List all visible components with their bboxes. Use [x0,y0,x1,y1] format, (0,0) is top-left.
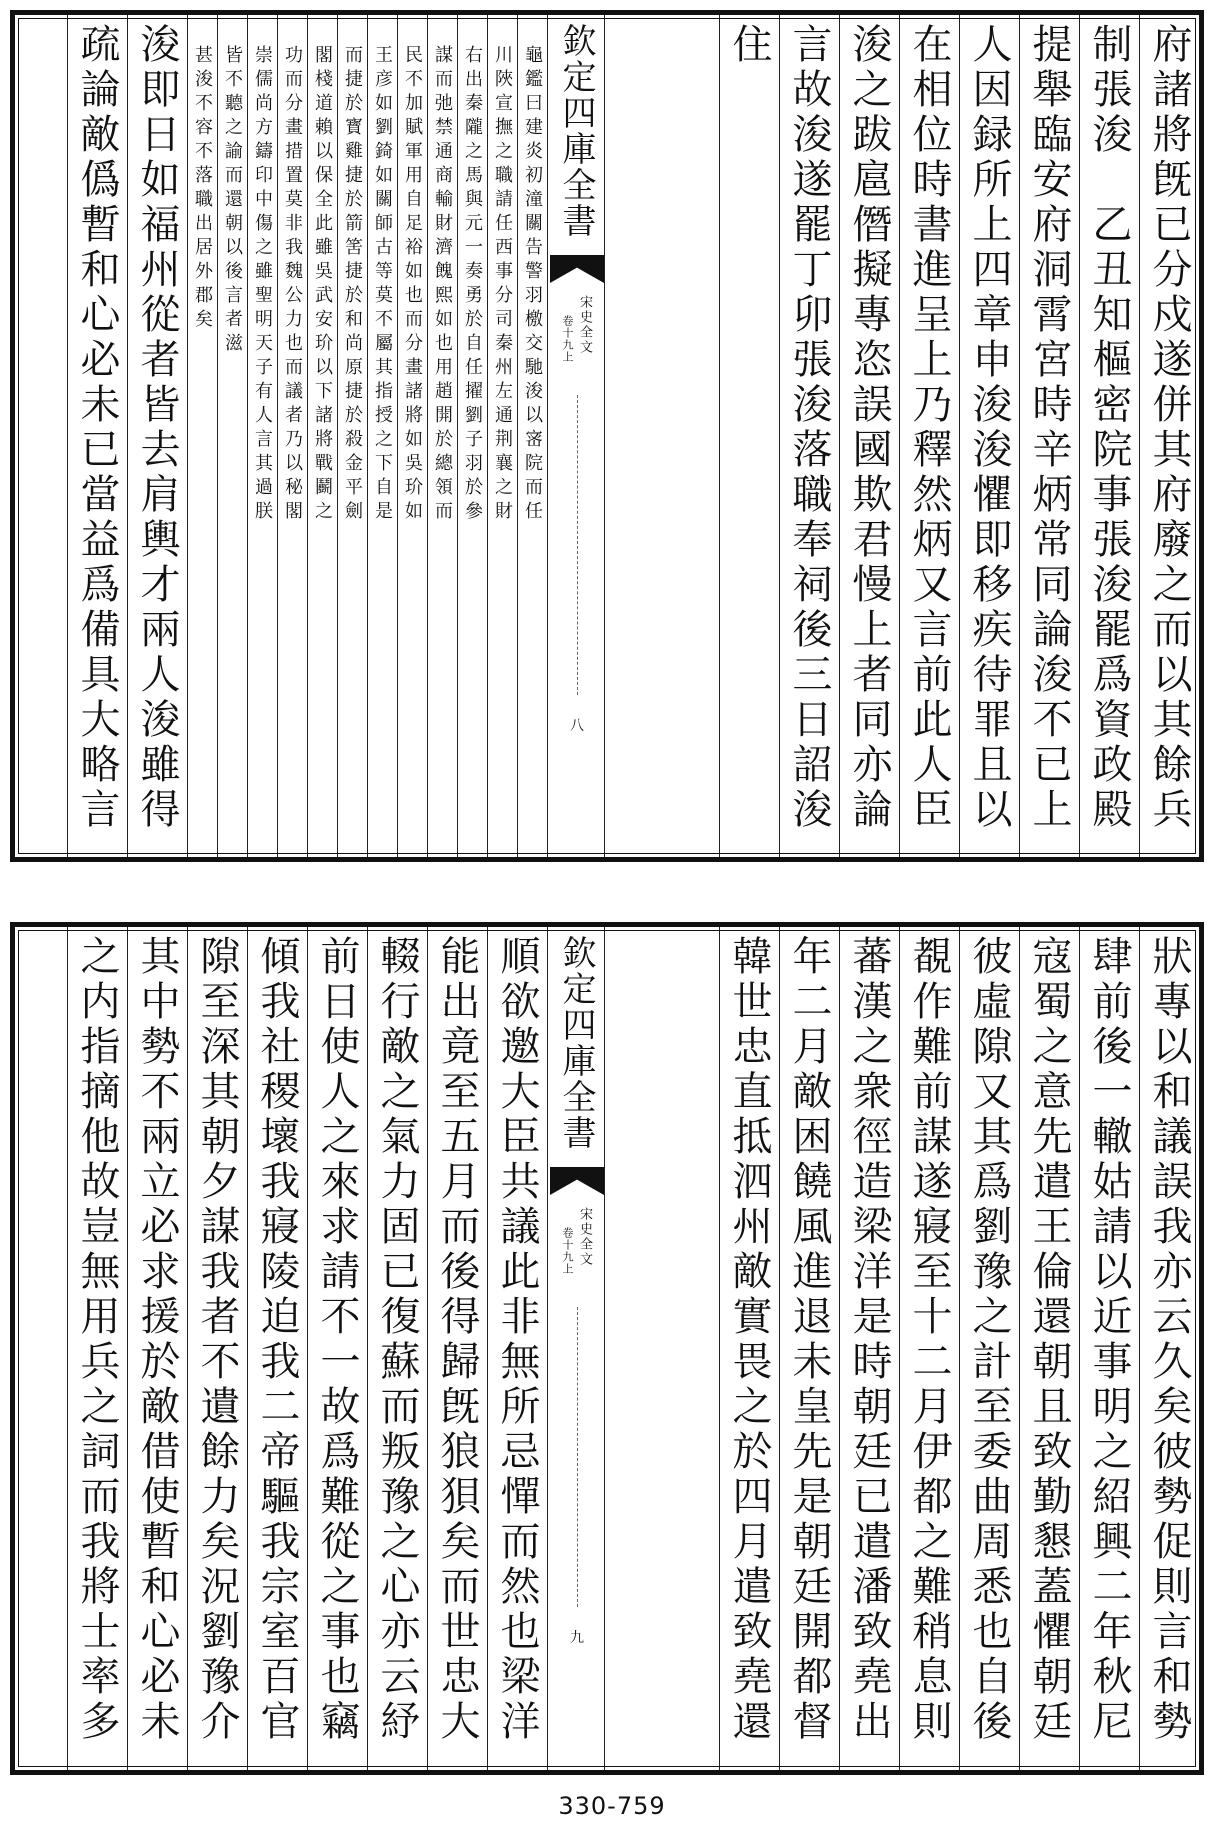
bottom-left-half-page [15,927,547,1770]
top-left-half-page [15,15,547,857]
spine-book-title: 宋史全文 [577,1207,592,1267]
spine-divider [577,395,579,695]
fishtail-mark-icon [550,255,604,283]
text-column: 能出竟至五月而後得歸旣狼狽矣而世忠大 [427,927,487,1770]
text-column: 制張浚 乙丑知樞密院事張浚罷爲資政殿 [1079,15,1139,857]
fishtail-mark-icon [550,1167,604,1195]
text-column: 疏論敵僞暫和心必未已當益爲備具大略言 [67,15,127,857]
spine-collection-title: 欽定四庫全書 [556,23,596,239]
text-column: 府諸將旣已分戍遂併其府廢之而以其餘兵 [1139,15,1199,857]
commentary-column: 右出秦隴之馬與元一奏勇於自任擢劉子羽於參 [457,15,487,857]
page-number: 330-759 [558,1792,666,1820]
text-column: 浚即日如福州從者皆去肩輿才兩人浚雖得 [127,15,187,857]
text-column: 順欲邀大臣共議此非無所忌憚而然也梁洋 [487,927,547,1770]
center-spine [547,927,605,1770]
text-column: 覩作難前謀遂寢至十二月伊都之難稍息則 [899,927,959,1770]
commentary-column: 王彦如劉錡如關師古等莫不屬其指授之下自是 [367,15,397,857]
text-column: 蕃漢之衆徑造梁洋是時朝廷已遣潘致堯出 [839,927,899,1770]
spine-volume: 卷十九上 [561,315,574,363]
commentary-column: 閣棧道賴以保全此雖吳武安玠以下諸將戰鬬之 [307,15,337,857]
text-column: 浚之跋扈僭擬專恣誤國欺君慢上者同亦論 [839,15,899,857]
spine-volume: 卷十九上 [561,1227,574,1275]
text-column: 在相位時書進呈上乃釋然炳又言前此人臣 [899,15,959,857]
text-column: 輟行敵之氣力固已復蘇而叛豫之心亦云紓 [367,927,427,1770]
spine-leaf-number: 九 [570,1630,584,1646]
spine-divider [577,1307,579,1607]
text-column: 提舉臨安府洞霄宮時辛炳常同論浚不已上 [1019,15,1079,857]
center-spine [547,15,605,857]
spine-book-title: 宋史全文 [577,295,592,355]
text-column: 住 [719,15,779,857]
commentary-column: 謀而弛禁通商輸財濟餽熙如也用趙開於總領而 [427,15,457,857]
text-column: 年二月敵困饒風進退未皇先是朝廷開都督 [779,927,839,1770]
text-column: 人因録所上四章申浚浚懼即移疾待罪且以 [959,15,1019,857]
commentary-column: 甚浚不容不落職出居外郡矣 [187,15,217,857]
commentary-column: 崇儒尚方鑄印中傷之雖聖明天子有人言其過朕 [247,15,277,857]
text-column: 寇蜀之意先遣王倫還朝且致勤懇蓋懼朝廷 [1019,927,1079,1770]
top-right-half-page [597,15,1199,857]
commentary-column: 功而分畫措置莫非我魏公力也而議者乃以秘閣 [277,15,307,857]
text-column: 其中勢不兩立必求援於敵借使暫和心必未 [127,927,187,1770]
commentary-column: 龜鑑曰建炎初潼關告警羽檄交馳浚以宻院而任 [517,15,547,857]
text-column: 言故浚遂罷丁卯張浚落職奉祠後三日詔浚 [779,15,839,857]
text-column: 前日使人之來求請不一故爲難從之事也竊 [307,927,367,1770]
text-column: 韓世忠直抵泗州敵實畏之於四月遣致堯還 [719,927,779,1770]
spine-collection-title: 欽定四庫全書 [556,935,596,1151]
text-column: 彼虛隙又其爲劉豫之計至委曲周悉也自後 [959,927,1019,1770]
top-folio [10,10,1204,862]
text-column: 隙至深其朝夕謀我者不遺餘力矣況劉豫介 [187,927,247,1770]
bottom-folio [10,922,1204,1775]
commentary-column: 民不加賦軍用自足裕如也而分畫諸將如吳玠如 [397,15,427,857]
text-column: 肆前後一轍姑請以近事明之紹興二年秋尼 [1079,927,1139,1770]
spine-leaf-number: 八 [570,718,584,734]
commentary-column: 而捷於寳雞捷於箭筈捷於和尚原捷於殺金平劍 [337,15,367,857]
text-column: 傾我社稷壞我寢陵迫我二帝驅我宗室百官 [247,927,307,1770]
text-column: 狀專以和議誤我亦云久矣彼勢促則言和勢 [1139,927,1199,1770]
bottom-right-half-page [597,927,1199,1770]
text-column: 之内指摘他故豈無用兵之詞而我將士率多 [67,927,127,1770]
commentary-column: 川陜宣撫之職請任西事分司秦州左通荆襄之財 [487,15,517,857]
commentary-column: 皆不聽之諭而還朝以後言者滋 [217,15,247,857]
